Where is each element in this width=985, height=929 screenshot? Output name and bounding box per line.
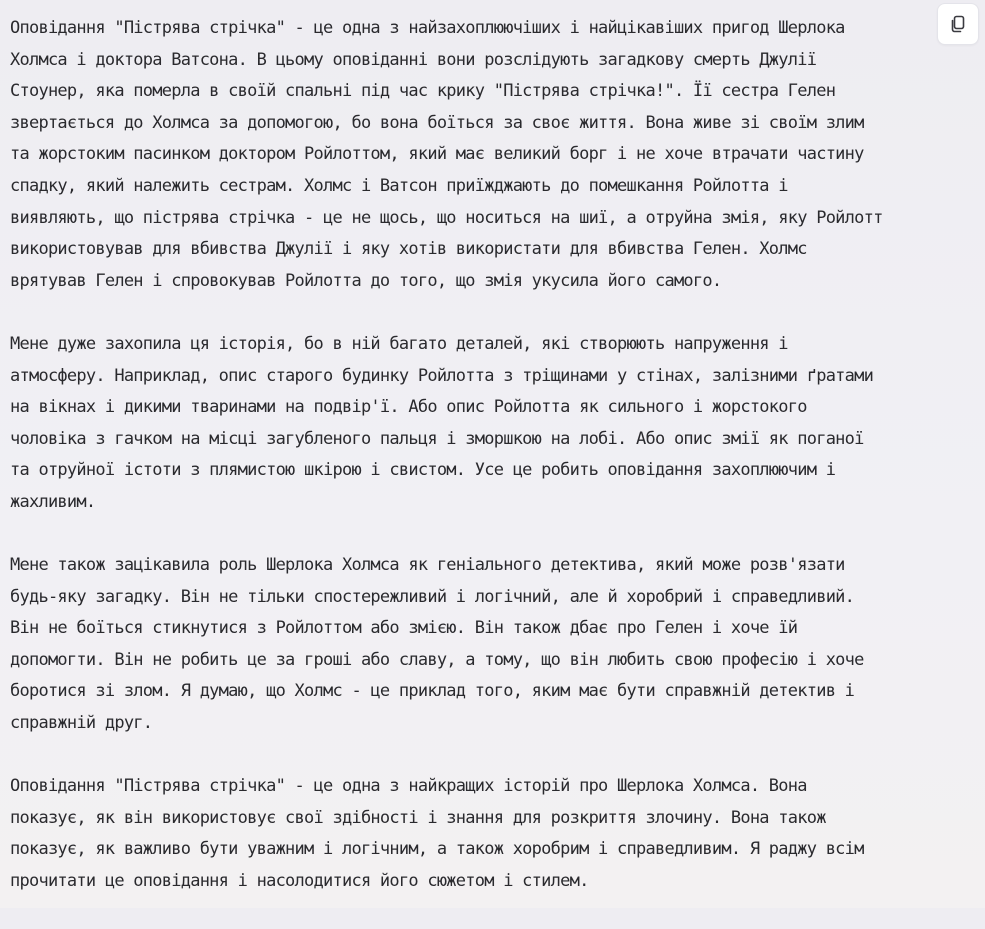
paragraph-line: боротися зі злом. Я думаю, що Холмс - це приклад того, яким має бути справжній детектив і — [10, 681, 855, 702]
paragraph-line: звертається до Холмса за допомогою, бо вона боїться за своє життя. Вона живе зі своїм злим — [10, 112, 864, 133]
paragraph-line: Стоунер, яка померла в своїй спальні під час крику "Пістрява стрічка!". Її сестра Гелен — [10, 81, 836, 102]
response-paragraph — [10, 771, 940, 897]
paragraph-line: показує, як важливо бути уважним і логічним, а також хоробрим і справедливим. Я раджу всім — [10, 839, 864, 860]
paragraph-line: Оповідання "Пістрява стрічка" - це одна з найкращих історій про Шерлока Холмса. Вона — [10, 776, 807, 797]
paragraph-line: врятував Гелен і спровокував Ройлотта до того, що змія укусила його самого. — [10, 270, 722, 291]
paragraph-line: показує, як він використовує свої здібності і знання для розкриття злочину. Вона також — [10, 807, 826, 828]
response-paragraph — [10, 550, 940, 740]
paragraph-line: та отруйної істоти з плямистою шкірою і свистом. Усе це робить оповідання захоплюючим і — [10, 460, 836, 481]
paragraph-line: прочитати це оповідання і насолодитися його сюжетом і стилем. — [10, 871, 589, 892]
paragraph-line: та жорстоким пасинком доктором Ройлоттом, який має великий борг і не хоче втрачати частину — [10, 144, 864, 165]
paragraph-line: чоловіка з гачком на місці загубленого пальця і зморшкою на лобі. Або опис змії як поганої — [10, 428, 864, 449]
paragraph-line: виявляють, що пістрява стрічка - це не щось, що носиться на шиї, а отруйна змія, яку Ройлотт — [10, 207, 883, 228]
paragraph-line: Холмса і доктора Ватсона. В цьому оповіданні вони розслідують загадкову смерть Джулії — [10, 49, 817, 70]
response-paragraph — [10, 13, 940, 297]
paragraph-line: Він не боїться стикнутися з Ройлоттом або змією. Він також дбає про Гелен і хоче їй — [10, 618, 798, 639]
copy-icon — [948, 14, 968, 34]
paragraph-line: Оповідання "Пістрява стрічка" - це одна з найзахоплюючіших і найцікавіших пригод Шерлока — [10, 18, 845, 38]
paragraph-line: використовував для вбивства Джулії і яку хотів використати для вбивства Гелен. Холмс — [10, 239, 807, 260]
paragraph-line: жахливим. — [10, 491, 96, 512]
paragraph-line: будь-яку загадку. Він не тільки спостережливий і логічний, але й хоробрий і справедливий. — [10, 586, 855, 607]
assistant-response — [10, 13, 940, 929]
paragraph-line: на вікнах і дикими тваринами на подвір'ї. Або опис Ройлотта як сильного і жорстокого — [10, 397, 807, 418]
paragraph-line: справжній друг. — [10, 713, 153, 734]
paragraph-line: Мене також зацікавила роль Шерлока Холмса як геніального детектива, який може розв'язати — [10, 555, 845, 576]
paragraph-line: спадку, який належить сестрам. Холмс і Ватсон приїжджають до помешкання Ройлотта і — [10, 175, 788, 196]
response-paragraph — [10, 329, 940, 519]
copy-button[interactable] — [937, 3, 979, 45]
paragraph-line: атмосферу. Наприклад, опис старого будинку Ройлотта з тріщинами у стінах, залізними ґратами — [10, 365, 874, 386]
paragraph-line: допомогти. Він не робить це за гроші або славу, а тому, що він любить свою професію і хоче — [10, 649, 864, 670]
paragraph-line: Мене дуже захопила ця історія, бо в ній багато деталей, які створюють напруження і — [10, 333, 788, 354]
